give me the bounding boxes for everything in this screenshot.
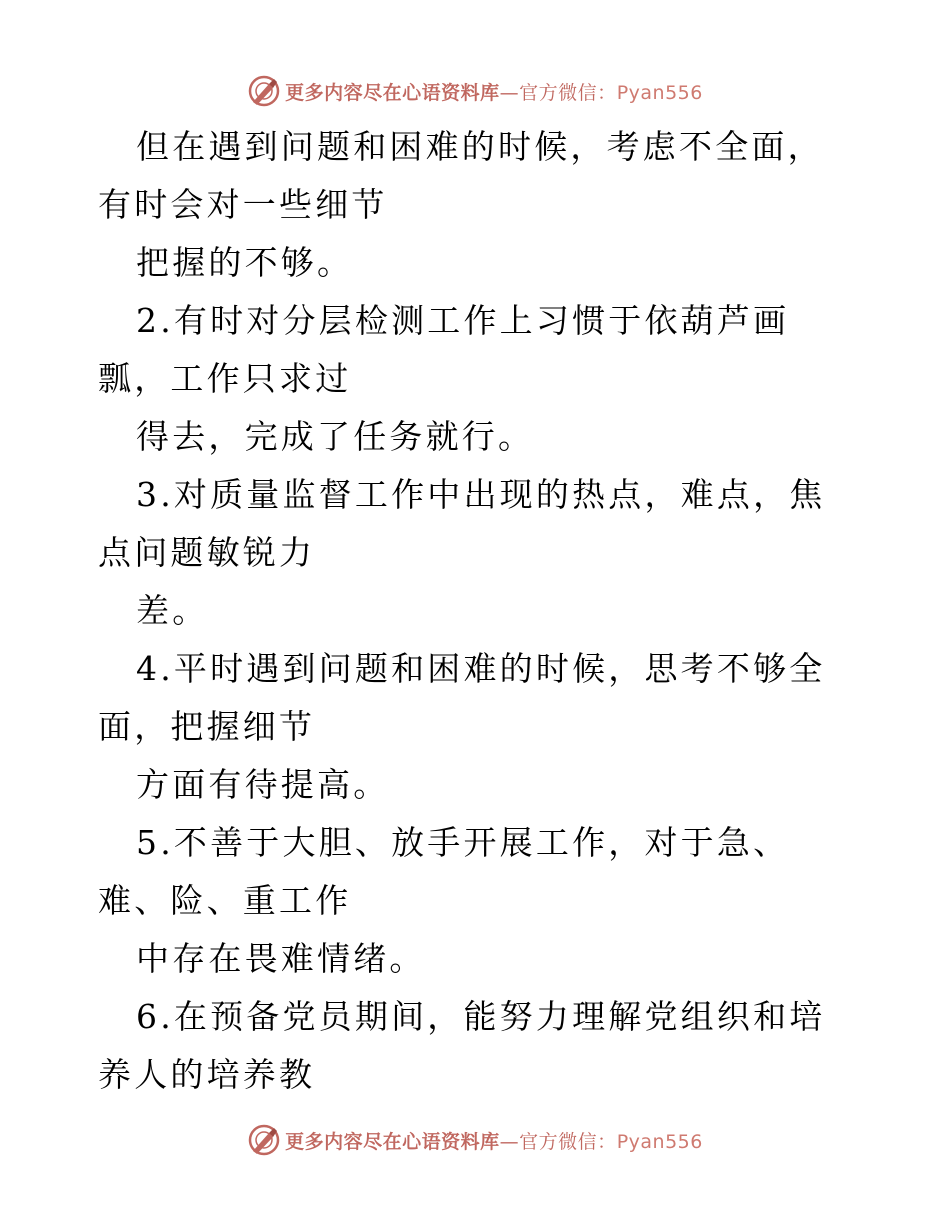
watermark-brand: 更多内容尽在心语资料库 xyxy=(285,81,500,104)
watermark-dash: — xyxy=(499,81,520,104)
pen-logo-icon xyxy=(247,1123,281,1157)
watermark-brand: 更多内容尽在心语资料库 xyxy=(285,1130,500,1153)
paragraph: 中存在畏难情绪。 xyxy=(136,939,426,978)
watermark-wechat-id: Pyan556 xyxy=(616,81,703,104)
paragraph: 但在遇到问题和困难的时候，考虑不全面，有时会对一些细节 xyxy=(98,127,824,224)
paragraph: 4.平时遇到问题和困难的时候，思考不够全面，把握细节 xyxy=(98,649,826,746)
page-footer-watermark xyxy=(0,1120,950,1160)
page-header-watermark xyxy=(0,71,950,111)
paragraph: 差。 xyxy=(136,591,209,630)
document-body xyxy=(98,118,858,1104)
watermark-text xyxy=(285,78,703,105)
watermark-dash: — xyxy=(499,1130,520,1153)
pen-logo-icon xyxy=(247,74,281,108)
paragraph: 3.对质量监督工作中出现的热点，难点，焦点问题敏锐力 xyxy=(98,475,826,572)
paragraph: 方面有待提高。 xyxy=(136,765,390,804)
watermark-wechat-id: Pyan556 xyxy=(616,1130,703,1153)
paragraph: 5.不善于大胆、放手开展工作，对于急、难、险、重工作 xyxy=(98,823,790,920)
watermark-wechat-label: 官方微信： xyxy=(519,1130,617,1153)
watermark-text xyxy=(285,1127,703,1154)
paragraph: 6.在预备党员期间，能努力理解党组织和培养人的培养教 xyxy=(98,997,826,1094)
paragraph: 得去，完成了任务就行。 xyxy=(136,417,535,456)
watermark-wechat-label: 官方微信： xyxy=(519,81,617,104)
paragraph: 2.有时对分层检测工作上习惯于依葫芦画瓢，工作只求过 xyxy=(98,301,790,398)
paragraph: 把握的不够。 xyxy=(136,243,354,282)
